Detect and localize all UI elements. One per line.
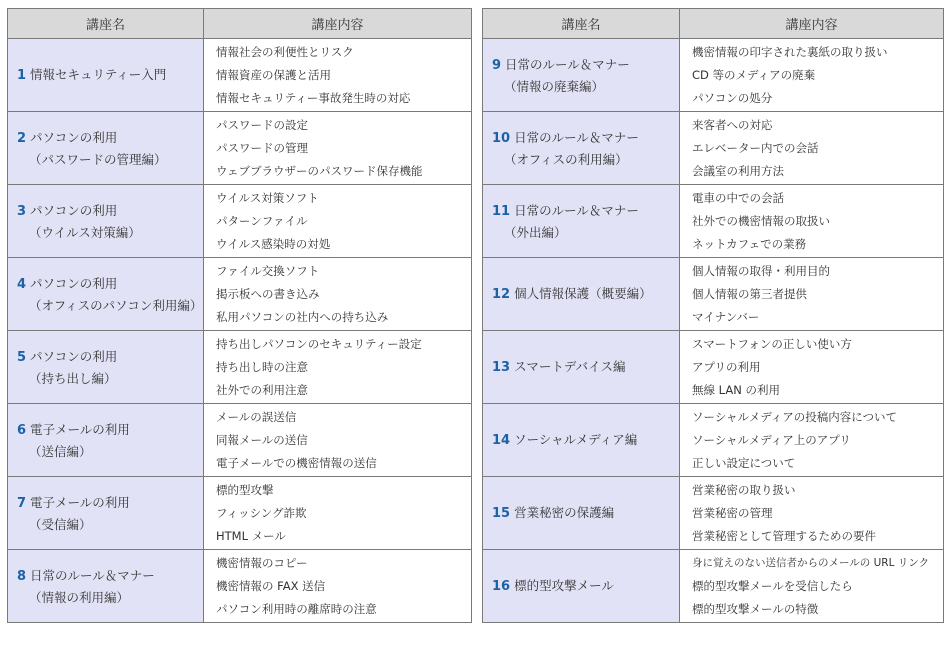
course-item: 情報社会の利便性とリスク <box>216 44 354 59</box>
course-number: 8 <box>17 568 27 584</box>
course-contents-cell <box>680 331 944 404</box>
course-number: 12 <box>492 287 511 302</box>
course-item: 社外での利用注意 <box>216 382 308 397</box>
course-number: 3 <box>17 203 27 219</box>
course-number: 7 <box>17 495 27 511</box>
course-contents-cell <box>204 112 472 185</box>
course-item: 情報セキュリティー事故発生時の対応 <box>216 90 411 105</box>
header-course-contents: 講座内容 <box>204 9 472 39</box>
course-item: HTML メール <box>216 528 286 543</box>
course-item: 営業秘密として管理するための要件 <box>692 528 876 543</box>
course-contents-cell <box>680 39 944 112</box>
course-name-cell <box>8 39 204 112</box>
course-item: 社外での機密情報の取扱い <box>692 213 830 228</box>
course-item: ソーシャルメディア上のアプリ <box>692 432 851 447</box>
course-title: 日常のルール＆マナー <box>505 56 630 72</box>
course-item: 身に覚えのない送信者からのメールの URL リンク <box>692 556 930 569</box>
course-item: 私用パソコンの社内への持ち込み <box>216 309 389 324</box>
course-subtitle: （オフィスのパソコン利用編） <box>29 297 203 313</box>
course-item: パスワードの設定 <box>216 117 308 132</box>
course-title: 電子メールの利用 <box>30 494 130 510</box>
course-title: パソコンの利用 <box>30 348 118 364</box>
course-item: 持ち出し時の注意 <box>216 359 308 374</box>
course-name-cell <box>483 404 680 477</box>
table-row <box>8 39 472 112</box>
course-subtitle: （外出編） <box>504 224 567 240</box>
course-item: 機密情報のコピー <box>216 555 308 570</box>
table-row <box>8 404 472 477</box>
course-title: 営業秘密の保護編 <box>514 505 615 520</box>
course-title: 個人情報保護（概要編） <box>514 286 652 301</box>
course-item: 標的型攻撃 <box>216 482 274 497</box>
table-row <box>483 112 944 185</box>
course-contents-cell <box>204 404 472 477</box>
table-row <box>483 550 944 623</box>
table-row <box>483 258 944 331</box>
course-name-cell <box>8 331 204 404</box>
table-row <box>8 112 472 185</box>
course-name-cell <box>483 258 680 331</box>
course-title: スマートデバイス編 <box>514 359 626 374</box>
course-item: 個人情報の第三者提供 <box>692 286 807 301</box>
header-course-contents: 講座内容 <box>680 9 944 39</box>
table-row <box>8 258 472 331</box>
course-name-cell <box>8 550 204 623</box>
course-item: 営業秘密の取り扱い <box>692 482 796 497</box>
course-number: 9 <box>492 57 502 73</box>
course-title: 日常のルール＆マナー <box>514 129 639 145</box>
course-subtitle: （オフィスの利用編） <box>504 151 628 167</box>
course-number: 15 <box>492 506 511 521</box>
course-item: 標的型攻撃メールを受信したら <box>692 578 853 593</box>
course-item: ソーシャルメディアの投稿内容について <box>692 409 898 424</box>
course-number: 1 <box>17 68 27 83</box>
course-item: CD 等のメディアの廃棄 <box>692 67 816 82</box>
table-row <box>8 185 472 258</box>
course-item: メールの誤送信 <box>216 409 297 424</box>
header-course-name: 講座名 <box>483 9 680 39</box>
course-name-cell <box>483 331 680 404</box>
course-item: パターンファイル <box>216 213 308 228</box>
course-contents-cell <box>204 258 472 331</box>
course-item: ウイルス感染時の対処 <box>216 236 331 251</box>
table-row <box>483 331 944 404</box>
course-number: 16 <box>492 579 511 594</box>
course-number: 13 <box>492 360 511 375</box>
course-title: パソコンの利用 <box>30 129 118 145</box>
course-item: ウイルス対策ソフト <box>216 190 319 205</box>
table-header-row <box>483 9 944 39</box>
course-title: 日常のルール＆マナー <box>30 567 155 583</box>
table-row <box>483 185 944 258</box>
course-title: 標的型攻撃メール <box>514 578 614 593</box>
course-subtitle: （情報の廃棄編） <box>504 78 605 94</box>
course-number: 10 <box>492 130 511 146</box>
course-number: 14 <box>492 433 511 448</box>
table-row <box>8 477 472 550</box>
table-row <box>483 404 944 477</box>
course-item: パソコンの処分 <box>692 90 773 105</box>
course-subtitle: （ウイルス対策編） <box>29 224 141 240</box>
table-header-row <box>8 9 472 39</box>
course-item: ネットカフェでの業務 <box>692 236 807 251</box>
course-table-right <box>482 8 944 623</box>
course-name-cell <box>483 477 680 550</box>
course-item: 電子メールでの機密情報の送信 <box>216 455 377 470</box>
course-title: パソコンの利用 <box>30 202 118 218</box>
course-contents-cell <box>680 112 944 185</box>
course-number: 11 <box>492 203 511 219</box>
course-title: 電子メールの利用 <box>30 421 130 437</box>
course-contents-cell <box>680 185 944 258</box>
course-name-cell <box>483 39 680 112</box>
course-number: 4 <box>17 276 27 292</box>
course-title: 情報セキュリティー入門 <box>30 67 167 82</box>
course-number: 5 <box>17 349 27 365</box>
course-item: 正しい設定について <box>692 455 796 470</box>
course-table-left <box>7 8 472 623</box>
course-item: フィッシング詐欺 <box>216 505 307 520</box>
course-item: 標的型攻撃メールの特徴 <box>692 601 819 616</box>
course-name-cell <box>8 477 204 550</box>
course-name-cell <box>483 550 680 623</box>
table-row <box>483 477 944 550</box>
course-item: ファイル交換ソフト <box>216 263 320 278</box>
course-subtitle: （パスワードの管理編） <box>29 151 167 167</box>
course-name-cell <box>8 258 204 331</box>
course-item: 個人情報の取得・利用目的 <box>692 263 830 278</box>
course-contents-cell <box>204 185 472 258</box>
course-item: ウェブブラウザーのパスワード保存機能 <box>216 163 423 178</box>
table-row <box>483 39 944 112</box>
table-row <box>8 331 472 404</box>
course-number: 2 <box>17 130 27 146</box>
course-contents-cell <box>204 39 472 112</box>
course-name-cell <box>8 112 204 185</box>
course-name-cell <box>8 185 204 258</box>
course-subtitle: （受信編） <box>29 516 92 532</box>
course-item: パソコン利用時の離席時の注意 <box>216 601 377 616</box>
course-title: 日常のルール＆マナー <box>514 202 639 218</box>
course-contents-cell <box>680 550 944 623</box>
course-item: アプリの利用 <box>692 359 761 374</box>
course-contents-cell <box>680 477 944 550</box>
course-item: マイナンバー <box>692 309 760 324</box>
course-item: スマートフォンの正しい使い方 <box>692 336 852 351</box>
table-row <box>8 550 472 623</box>
course-item: 掲示板への書き込み <box>216 286 320 301</box>
header-course-name: 講座名 <box>8 9 204 39</box>
course-number: 6 <box>17 422 27 438</box>
course-name-cell <box>8 404 204 477</box>
course-subtitle: （情報の利用編） <box>29 589 130 605</box>
course-item: 営業秘密の管理 <box>692 505 773 520</box>
course-item: 無線 LAN の利用 <box>692 382 780 397</box>
course-item: 機密情報の印字された裏紙の取り扱い <box>692 44 888 59</box>
course-name-cell <box>483 185 680 258</box>
course-contents-cell <box>680 258 944 331</box>
course-item: パスワードの管理 <box>216 140 308 155</box>
course-item: 来客者への対応 <box>692 117 773 132</box>
course-item: エレベーター内での会話 <box>692 140 819 155</box>
course-item: 情報資産の保護と活用 <box>216 67 331 82</box>
course-subtitle: （送信編） <box>29 443 92 459</box>
course-item: 持ち出しパソコンのセキュリティー設定 <box>216 336 422 351</box>
course-item: 電車の中での会話 <box>692 190 784 205</box>
course-contents-cell <box>204 477 472 550</box>
course-contents-cell <box>680 404 944 477</box>
course-item: 同報メールの送信 <box>216 432 308 447</box>
course-contents-cell <box>204 331 472 404</box>
course-title: パソコンの利用 <box>30 275 118 291</box>
course-item: 機密情報の FAX 送信 <box>216 578 326 593</box>
course-name-cell <box>483 112 680 185</box>
course-title: ソーシャルメディア編 <box>514 432 638 447</box>
course-subtitle: （持ち出し編） <box>29 370 117 386</box>
course-item: 会議室の利用方法 <box>692 163 784 178</box>
course-contents-cell <box>204 550 472 623</box>
